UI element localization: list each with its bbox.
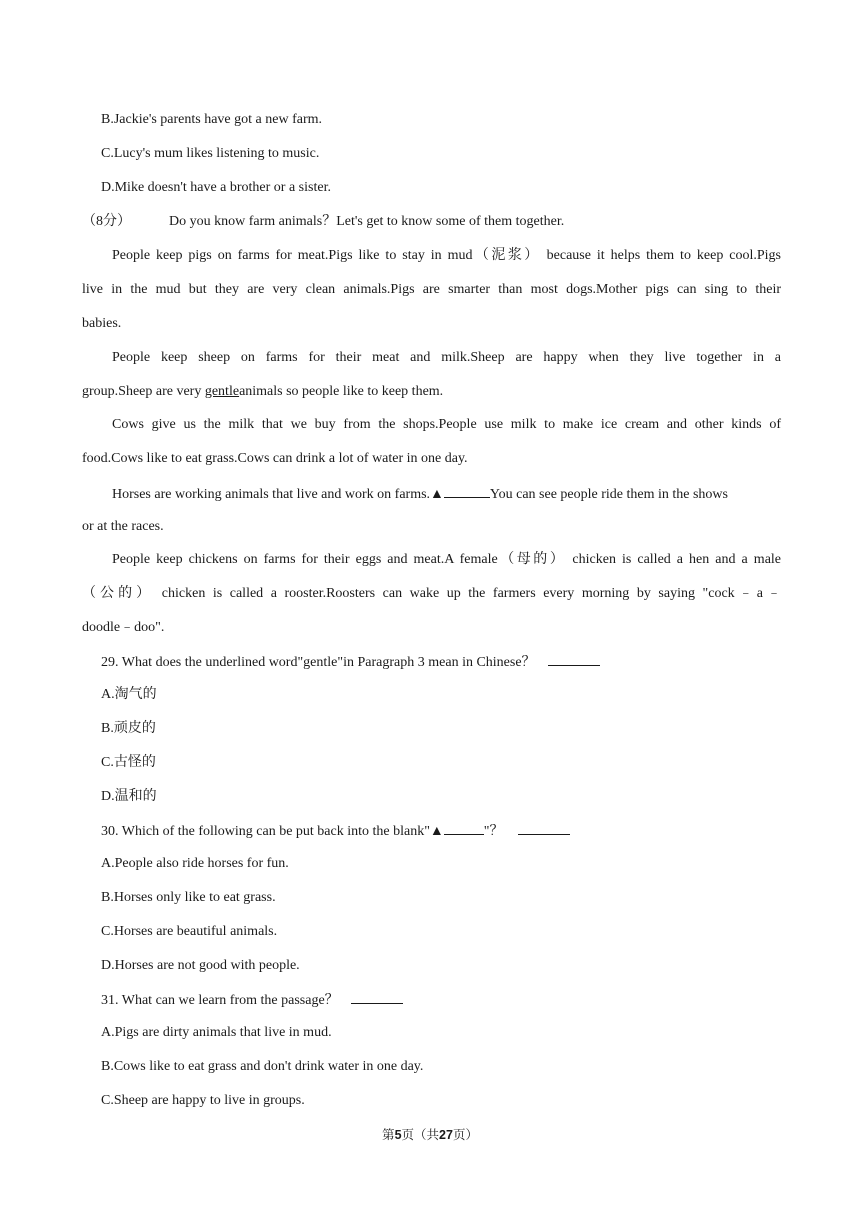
question-29-answer-blank xyxy=(548,651,600,666)
passage-p2-line2-a: group.Sheep are very xyxy=(82,384,205,399)
question-29-option-d: D.温和的 xyxy=(101,789,157,804)
question-30-option-d: D.Horses are not good with people. xyxy=(101,958,300,973)
passage-p1-line2: live in the mud but they are very clean animals.Pigs are smarter than most dogs.Mother pigs can sing to their xyxy=(82,282,781,297)
passage-p1-line1-b: because it helps them to keep cool.Pigs xyxy=(546,248,781,263)
question-30 xyxy=(101,820,570,842)
section-intro: Do you know farm animals？Let's get to know some of them together. xyxy=(169,214,565,229)
passage-p4-line2: or at the races. xyxy=(82,519,164,534)
question-30-option-c: C.Horses are beautiful animals. xyxy=(101,924,278,939)
passage-p5-line2 xyxy=(82,584,781,604)
question-30-option-b: B.Horses only like to eat grass. xyxy=(101,890,276,905)
question-30-stem-a: 30. Which of the following can be put back into the blank"▲ xyxy=(101,824,444,839)
passage-p5-line3: doodle﹣doo". xyxy=(82,620,165,635)
footer-pre: 第 xyxy=(382,1128,395,1142)
prev-option-b: B.Jackie's parents have got a new farm. xyxy=(101,112,322,127)
question-30-stem-b: "？ xyxy=(483,824,504,839)
passage-p5-line1-b: chicken is called a hen and a male xyxy=(572,552,782,567)
question-29 xyxy=(101,651,600,673)
passage-p1-line3: babies. xyxy=(82,316,122,331)
page-footer xyxy=(0,1126,860,1144)
question-31-stem: 31. What can we learn from the passage？ xyxy=(101,993,339,1008)
passage-p5-line1-a: People keep chickens on farms for their eggs and meat.A female（母的） xyxy=(112,552,567,567)
footer-total-pages: 27 xyxy=(439,1128,453,1142)
passage-p2-line2 xyxy=(82,382,443,402)
question-31 xyxy=(101,989,403,1011)
passage-p1-line1 xyxy=(112,246,781,266)
passage-p5-line2-a: （公的） xyxy=(82,586,155,601)
section-points: （8分） xyxy=(82,214,131,229)
passage-p5-line1 xyxy=(112,550,781,570)
passage-p4-line1-b: You can see people ride them in the shows xyxy=(489,487,728,502)
question-31-option-a: A.Pigs are dirty animals that live in mud. xyxy=(101,1025,332,1040)
passage-p1-line1-a: People keep pigs on farms for meat.Pigs like to stay in mud（泥浆） xyxy=(112,248,541,263)
passage-p2-line1: People keep sheep on farms for their meat and milk.Sheep are happy when they live together in a xyxy=(112,350,781,365)
footer-post: 页） xyxy=(452,1128,478,1142)
question-30-stem-blank xyxy=(444,820,484,835)
answer-blank xyxy=(444,483,490,498)
prev-option-d: D.Mike doesn't have a brother or a sister. xyxy=(101,180,331,195)
question-29-option-b: B.顽皮的 xyxy=(101,721,156,736)
prev-option-c: C.Lucy's mum likes listening to music. xyxy=(101,146,320,161)
question-31-option-c: C.Sheep are happy to live in groups. xyxy=(101,1093,305,1108)
passage-p4-line1-a: Horses are working animals that live and work on farms.▲ xyxy=(112,487,444,502)
footer-mid: 页（共 xyxy=(401,1128,440,1142)
question-31-option-b: B.Cows like to eat grass and don't drink water in one day. xyxy=(101,1059,424,1074)
passage-p4-line1 xyxy=(112,483,728,505)
question-31-answer-blank xyxy=(351,989,403,1004)
underlined-word-gentle: gentle xyxy=(204,384,240,399)
passage-p3-line2: food.Cows like to eat grass.Cows can drink a lot of water in one day. xyxy=(82,451,468,466)
question-29-option-c: C.古怪的 xyxy=(101,755,156,770)
question-30-option-a: A.People also ride horses for fun. xyxy=(101,856,289,871)
passage-p3-line1: Cows give us the milk that we buy from the shops.People use milk to make ice cream and other kinds of xyxy=(112,417,781,432)
question-29-stem: 29. What does the underlined word"gentle"in Paragraph 3 mean in Chinese？ xyxy=(101,655,536,670)
question-29-option-a: A.淘气的 xyxy=(101,687,157,702)
question-30-answer-blank xyxy=(518,820,570,835)
footer-page-number: 5 xyxy=(394,1128,402,1142)
passage-p2-line2-b: animals so people like to keep them. xyxy=(239,384,444,399)
passage-p5-line2-b: chicken is called a rooster.Roosters can wake up the farmers every morning by saying "cock﹣a﹣ xyxy=(161,586,782,601)
